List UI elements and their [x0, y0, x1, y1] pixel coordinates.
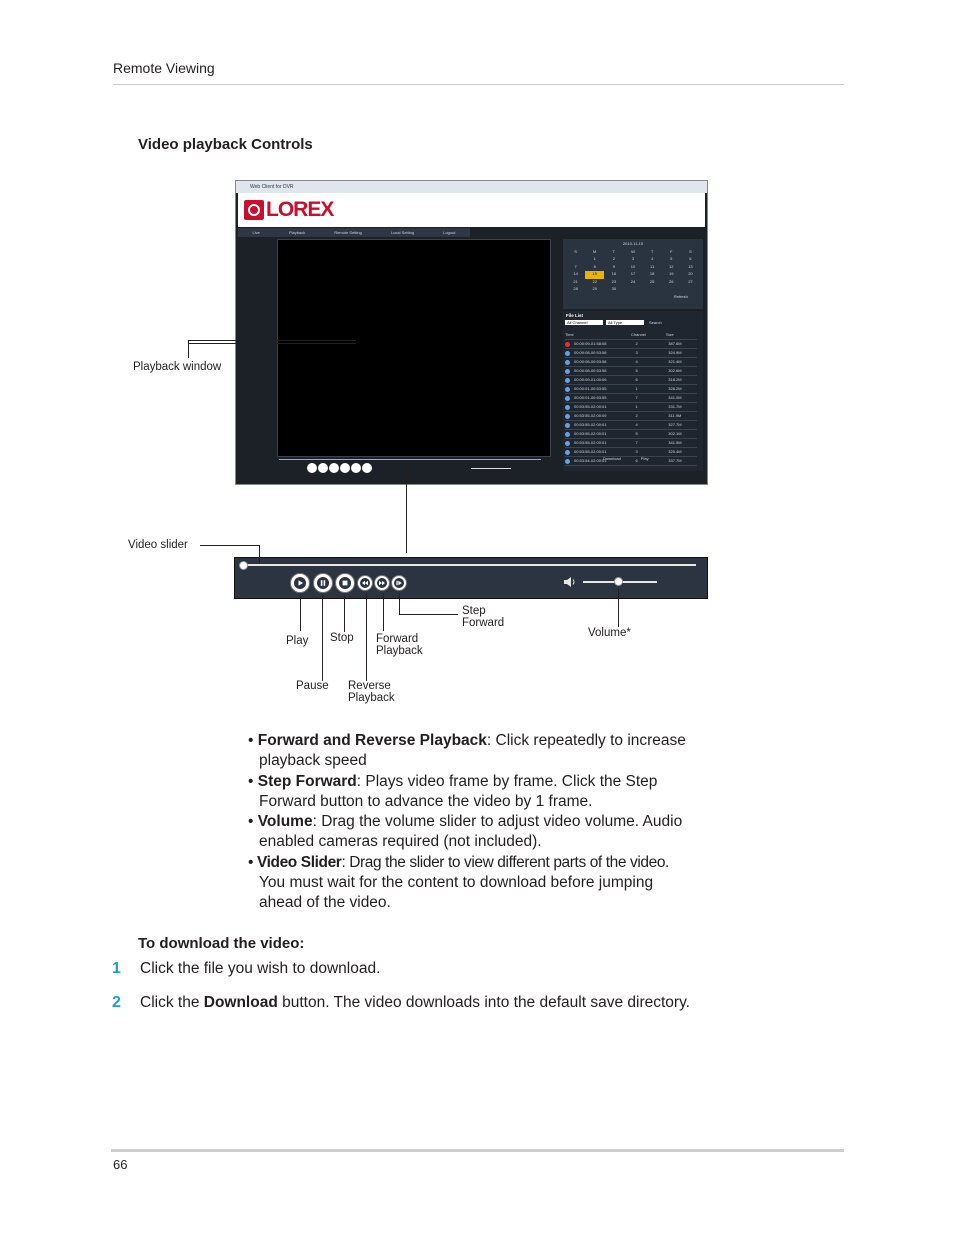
table-cell: 337.7M: [668, 458, 682, 463]
volume-label: Volume*: [588, 627, 631, 639]
tab-live[interactable]: Live: [252, 230, 260, 235]
table-row[interactable]: [565, 367, 697, 376]
forward-leader: [383, 593, 384, 631]
calendar-day[interactable]: 25: [649, 278, 655, 284]
calendar-weekday: F: [670, 248, 673, 254]
header-rule: [113, 84, 844, 85]
calendar-weekday: W: [631, 248, 635, 254]
table-row[interactable]: [565, 376, 697, 385]
table-cell: 324.9M: [668, 350, 682, 355]
bullet-text: : Drag the volume slider to adjust video volume. Audio: [312, 813, 683, 830]
calendar-day[interactable]: 24: [630, 278, 636, 284]
tab-remote-setting[interactable]: Remote Setting: [334, 230, 362, 235]
file-status-icon: [565, 378, 570, 383]
file-status-icon: [565, 342, 570, 347]
step-forward-icon: [394, 578, 404, 588]
table-cell: 341.5M: [668, 440, 682, 445]
table-cell: 327.7M: [668, 422, 682, 427]
table-cell: 00:53:55-02:00:01: [574, 431, 607, 436]
play-leader: [300, 595, 301, 631]
bullet-video-slider: • Video Slider: Drag the slider to view different parts of the video. You must wait for the content to download before jumping ahead of the video.: [248, 853, 728, 913]
table-row[interactable]: [565, 412, 697, 421]
forward-label-line1: Forward: [376, 633, 419, 645]
forward-label-line2: Playback: [376, 645, 423, 657]
table-cell: 302.6M: [668, 368, 682, 373]
calendar-weekday: S: [574, 248, 577, 254]
bullet-step-forward: • Step Forward: Plays video frame by frame. Click the Step Forward button to advance the video by 1 frame.: [248, 772, 728, 812]
calendar-day[interactable]: 28: [573, 286, 578, 291]
table-row[interactable]: [565, 430, 697, 439]
calendar-day[interactable]: 23: [611, 278, 617, 284]
mini-forward-button[interactable]: [351, 463, 361, 473]
page-number: 66: [113, 1157, 128, 1172]
table-cell: 1: [635, 386, 638, 391]
window-title: Web Client for DVR: [236, 181, 707, 193]
calendar-day: [623, 286, 642, 294]
table-cell: 321.4M: [668, 359, 682, 364]
play-button[interactable]: [290, 573, 310, 593]
step-label-line1: Step: [462, 605, 486, 617]
play-label: Play: [286, 635, 309, 647]
step-text: [140, 994, 690, 1012]
table-cell: 00:53:55-02:00:01: [574, 404, 607, 409]
table-cell: 311.9M: [668, 413, 682, 418]
table-row[interactable]: [565, 385, 697, 394]
play-icon: [294, 577, 306, 589]
calendar-weekday: M: [593, 248, 597, 254]
step-number: 2: [112, 994, 121, 1011]
file-status-icon: [565, 396, 570, 401]
table-cell: 5: [635, 368, 638, 373]
table-row[interactable]: [565, 403, 697, 412]
calendar-day[interactable]: 9: [612, 263, 615, 269]
calendar-day[interactable]: 8: [593, 263, 596, 269]
running-header: Remote Viewing: [113, 60, 215, 76]
playback-window-label: Playback window: [133, 361, 222, 373]
lorex-mark-icon: [244, 200, 264, 220]
table-row[interactable]: [565, 358, 697, 367]
volume-leader: [618, 589, 619, 627]
table-cell: 7: [635, 440, 638, 445]
mini-stop-button[interactable]: [329, 463, 339, 473]
video-slider-label: Video slider: [128, 539, 188, 551]
bullet-text: : Plays video frame by frame. Click the Step: [356, 773, 658, 790]
table-cell: 2: [635, 413, 638, 418]
mini-reverse-button[interactable]: [340, 463, 350, 473]
calendar-day: [643, 286, 662, 294]
table-cell: 2: [635, 341, 638, 346]
step-number: 1: [112, 960, 121, 977]
table-row[interactable]: [565, 394, 697, 403]
reverse-label-line2: Playback: [348, 692, 395, 704]
table-cell: 318.2M: [668, 377, 682, 382]
table-cell: 302.1M: [668, 431, 682, 436]
table-cell: 00:00:01-00:53:55: [574, 395, 607, 400]
table-cell: 325.4M: [668, 449, 682, 454]
calendar-day[interactable]: 3: [631, 256, 635, 261]
table-cell: 00:00:08-00:53:58: [574, 368, 607, 373]
step-text-bold: Download: [203, 994, 278, 1011]
calendar-day[interactable]: 21: [573, 278, 578, 284]
file-status-icon: [565, 450, 570, 455]
stop-label: Stop: [330, 632, 354, 644]
step-text-post: button. The video downloads into the default save directory.: [277, 994, 690, 1011]
bullet-volume: • Volume: Drag the volume slider to adjust video volume. Audio enabled cameras required (not included).: [248, 812, 728, 852]
download-button[interactable]: Download: [603, 456, 621, 461]
table-cell: 1: [635, 404, 638, 409]
tab-logout[interactable]: Logout: [443, 230, 456, 235]
section-title: Video playback Controls: [138, 136, 313, 153]
calendar-day[interactable]: 27: [688, 278, 693, 284]
calendar-day: [566, 256, 585, 264]
mini-video-slider[interactable]: [279, 459, 541, 460]
column-header: Channel: [631, 332, 646, 337]
bullet-forward-reverse: • Forward and Reverse Playback: Click repeatedly to increase playback speed: [248, 731, 728, 771]
file-status-icon: [565, 414, 570, 419]
file-list-header: [565, 331, 697, 340]
nav-tabs: [238, 228, 470, 237]
calendar-day[interactable]: 26: [669, 278, 674, 284]
file-status-icon: [565, 369, 570, 374]
step-forward-label: [462, 605, 504, 629]
table-row[interactable]: [565, 421, 697, 430]
play-file-button[interactable]: Play: [640, 456, 649, 461]
download-title: To download the video:: [138, 935, 305, 952]
table-cell: 331.7M: [668, 404, 682, 409]
calendar-day[interactable]: 11: [650, 263, 655, 269]
mini-volume-slider[interactable]: [471, 468, 511, 469]
file-rows: [565, 331, 697, 466]
bullet-text-cont: playback speed: [259, 752, 367, 769]
video-slider-leader-h: [200, 545, 259, 546]
bullet-term: Video Slider: [256, 854, 342, 871]
speaker-icon: [563, 575, 577, 589]
playback-window-leader-h: [188, 340, 356, 341]
pause-button[interactable]: [313, 573, 333, 593]
forward-playback-label: [376, 633, 423, 657]
reverse-label-line1: Reverse: [348, 680, 391, 692]
forward-playback-button[interactable]: [374, 575, 390, 591]
file-list-title: File List: [566, 313, 584, 318]
table-row[interactable]: [565, 439, 697, 448]
video-slider-knob[interactable]: [239, 561, 248, 570]
calendar-day[interactable]: 5: [670, 256, 673, 261]
table-cell: 6: [635, 377, 638, 382]
calendar-day[interactable]: 16: [611, 271, 617, 276]
bullet-text: : Drag the slider to view different parts of the video.: [341, 854, 669, 871]
table-cell: 4: [635, 359, 638, 364]
tab-local-setting[interactable]: Local Setting: [390, 230, 415, 235]
playback-window-leader-h2: [188, 343, 356, 344]
bullet-text-cont: ahead of the video.: [259, 894, 391, 911]
table-cell: 387.6M: [668, 341, 682, 346]
playback-window[interactable]: [277, 239, 551, 457]
stop-icon: [339, 577, 351, 589]
calendar-day[interactable]: 1: [593, 256, 596, 261]
file-list: [563, 311, 703, 471]
step-text-pre: Click the: [140, 994, 204, 1011]
table-cell: 5: [635, 431, 638, 436]
step-text: Click the file you wish to download.: [140, 960, 381, 977]
pause-icon: [317, 577, 329, 589]
mini-step-button[interactable]: [362, 463, 372, 473]
lorex-logo: [244, 199, 333, 221]
zoom-connector: [406, 468, 407, 553]
calendar-day[interactable]: 10: [630, 263, 636, 269]
table-cell: 7: [635, 395, 638, 400]
file-status-icon: [565, 405, 570, 410]
file-status-icon: [565, 423, 570, 428]
stop-button[interactable]: [335, 573, 355, 593]
footer-rule: [111, 1149, 844, 1152]
table-cell: 00:53:55-02:00:09: [574, 413, 607, 418]
calendar: [563, 239, 703, 309]
file-status-icon: [565, 360, 570, 365]
table-cell: 00:00:08-00:53:58: [574, 350, 607, 355]
calendar-weekday: T: [650, 248, 654, 254]
table-cell: 00:53:55-02:00:01: [574, 422, 607, 427]
table-cell: 00:00:08-00:53:58: [574, 359, 607, 364]
calendar-day[interactable]: 30: [611, 286, 617, 291]
calendar-day[interactable]: 15: [585, 271, 604, 279]
stop-leader: [344, 595, 345, 632]
table-cell: 341.0M: [668, 395, 682, 400]
table-cell: 328.2M: [668, 386, 682, 391]
bullet-text-cont: enabled cameras required (not included).: [259, 833, 542, 850]
calendar-day[interactable]: 19: [669, 271, 674, 276]
table-cell: 3: [635, 350, 638, 355]
type-filter[interactable]: All Type: [606, 320, 644, 325]
bullet-term: Step Forward: [257, 773, 357, 790]
calendar-day[interactable]: 4: [651, 256, 654, 261]
file-status-icon: [565, 459, 570, 464]
video-slider-leader-v: [259, 545, 260, 563]
calendar-grid: [566, 241, 700, 301]
mini-pause-button[interactable]: [318, 463, 328, 473]
step-forward-button[interactable]: [391, 575, 407, 591]
bullet-text: : Click repeatedly to increase: [486, 732, 686, 749]
calendar-day[interactable]: 6: [689, 256, 692, 261]
calendar-day[interactable]: 17: [630, 271, 636, 276]
calendar-day[interactable]: 29: [592, 286, 597, 291]
calendar-weekday: T: [612, 248, 616, 254]
table-cell: 00:00:09-01:58:08: [574, 341, 607, 346]
reverse-playback-button[interactable]: [357, 575, 373, 591]
fast-forward-icon: [377, 578, 387, 588]
calendar-day[interactable]: 22: [592, 278, 597, 284]
rewind-icon: [360, 578, 370, 588]
table-cell: 3: [635, 449, 638, 454]
bullet-term: Forward and Reverse Playback: [257, 732, 487, 749]
reverse-playback-label: [348, 680, 395, 704]
table-cell: 00:00:01-00:53:55: [574, 386, 607, 391]
calendar-day: [662, 286, 681, 294]
table-cell: 6: [635, 458, 638, 463]
video-slider-track[interactable]: [241, 564, 696, 566]
logo-banner: [238, 193, 705, 227]
reverse-leader: [366, 593, 367, 681]
calendar-refresh-button[interactable]: Refresh: [673, 293, 688, 299]
table-cell: 00:00:09-01:00:06: [574, 377, 607, 382]
bullet-text-cont: Forward button to advance the video by 1 frame.: [259, 793, 593, 810]
calendar-day[interactable]: 2: [612, 256, 615, 261]
column-header: Time: [565, 332, 574, 337]
bullet-text-cont: You must wait for the content to download before jumping: [259, 874, 654, 891]
step-label-line2: Forward: [462, 617, 505, 629]
search-button[interactable]: Search: [649, 320, 662, 325]
table-cell: 00:53:55-02:00:01: [574, 440, 607, 445]
lorex-logo-text: LOREX: [266, 198, 334, 221]
mini-play-button[interactable]: [307, 463, 317, 473]
calendar-weekday: S: [689, 248, 692, 254]
table-row[interactable]: [565, 340, 697, 349]
file-status-icon: [565, 387, 570, 392]
step-leader-v: [399, 593, 400, 614]
calendar-day[interactable]: 14: [573, 271, 578, 276]
calendar-day[interactable]: 18: [649, 271, 655, 276]
calendar-day[interactable]: 12: [669, 263, 674, 269]
column-header: Size: [666, 332, 674, 337]
table-cell: 00:53:54-02:00:01: [574, 458, 607, 463]
calendar-day: [681, 286, 700, 294]
volume-slider-knob[interactable]: [614, 577, 623, 586]
table-cell: 4: [635, 422, 638, 427]
calendar-month: 2010-11-15: [622, 241, 644, 246]
file-status-icon: [565, 351, 570, 356]
pause-leader: [322, 595, 323, 681]
file-status-icon: [565, 441, 570, 446]
calendar-day[interactable]: 7: [574, 263, 577, 269]
calendar-day[interactable]: 13: [688, 263, 693, 269]
mini-control-bar: [277, 457, 549, 479]
channel-filter[interactable]: All Channel: [565, 320, 603, 325]
tab-playback[interactable]: Playback: [288, 230, 306, 235]
web-client-screenshot: [235, 180, 708, 485]
table-row[interactable]: [565, 349, 697, 358]
bullet-term: Volume: [257, 813, 313, 830]
file-status-icon: [565, 432, 570, 437]
calendar-day[interactable]: 20: [688, 271, 693, 276]
pause-label: Pause: [296, 680, 329, 692]
step-leader-h: [399, 614, 458, 615]
table-cell: 00:53:55-02:00:01: [574, 449, 607, 454]
